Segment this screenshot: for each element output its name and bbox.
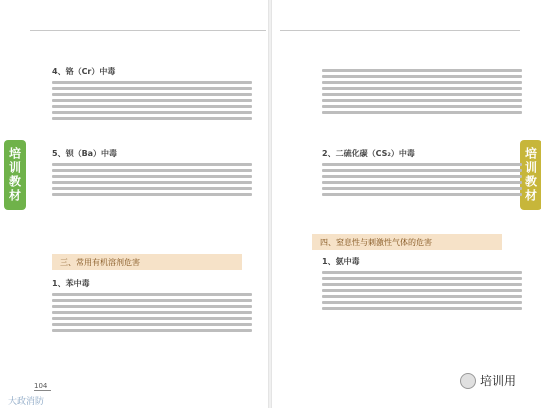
body-line	[52, 293, 252, 296]
body-line	[322, 87, 522, 90]
body-line	[322, 69, 522, 72]
section-band-asphyxiant-gases: 四、窒息性与刺激性气体的危害	[312, 234, 502, 250]
body-line	[52, 299, 252, 302]
body-line	[322, 99, 522, 102]
body-line	[322, 307, 522, 310]
body-line	[52, 329, 252, 332]
body-line	[322, 193, 522, 196]
section-benzene-cont	[322, 66, 522, 122]
body-line	[52, 323, 252, 326]
section-body	[52, 293, 252, 332]
section-heading: 4、铬（Cr）中毒	[52, 67, 116, 76]
body-line	[52, 311, 252, 314]
section-ammonia	[322, 256, 522, 318]
body-line	[322, 289, 522, 292]
body-line	[52, 187, 252, 190]
body-line	[52, 317, 252, 320]
section-tab: 培训教材	[4, 140, 26, 210]
section-body	[322, 163, 522, 196]
watermark-left: 大政消防	[8, 397, 45, 407]
section-band-organic-solvents: 三、常用有机溶剂危害	[52, 254, 242, 270]
section-barium	[52, 148, 252, 204]
section-heading: 5、钡（Ba）中毒	[52, 149, 118, 158]
body-line	[322, 187, 522, 190]
page-number: 104	[34, 382, 51, 391]
body-line	[52, 305, 252, 308]
body-line	[322, 105, 522, 108]
top-rule	[30, 30, 266, 31]
body-line	[322, 111, 522, 114]
body-line	[322, 175, 522, 178]
body-line	[322, 271, 522, 274]
watermark-text: 培训用	[480, 374, 517, 388]
body-line	[322, 283, 522, 286]
body-line	[52, 193, 252, 196]
section-body	[52, 81, 252, 120]
body-line	[52, 169, 252, 172]
body-line	[52, 117, 252, 120]
body-line	[322, 301, 522, 304]
top-rule	[280, 30, 520, 31]
section-chromium	[52, 66, 252, 128]
body-line	[322, 169, 522, 172]
body-line	[52, 81, 252, 84]
body-line	[322, 181, 522, 184]
watermark-right	[460, 372, 516, 389]
body-line	[322, 277, 522, 280]
body-line	[52, 181, 252, 184]
section-carbon-disulfide	[322, 148, 522, 204]
body-line	[52, 93, 252, 96]
section-body	[52, 163, 252, 196]
section-heading: 1、苯中毒	[52, 279, 90, 288]
body-line	[322, 75, 522, 78]
right-page	[272, 0, 541, 408]
section-heading: 2、二硫化碳（CS₂）中毒	[322, 149, 415, 158]
body-line	[322, 163, 522, 166]
body-line	[322, 295, 522, 298]
section-benzene	[52, 278, 252, 340]
body-line	[52, 175, 252, 178]
body-line	[52, 105, 252, 108]
section-body	[322, 69, 522, 114]
wechat-icon	[460, 373, 476, 389]
body-line	[52, 99, 252, 102]
left-page	[0, 0, 268, 408]
body-line	[52, 163, 252, 166]
section-tab: 培训教材	[520, 140, 541, 210]
section-heading: 1、氨中毒	[322, 257, 360, 266]
section-body	[322, 271, 522, 310]
body-line	[322, 93, 522, 96]
body-line	[52, 87, 252, 90]
body-line	[322, 81, 522, 84]
body-line	[52, 111, 252, 114]
